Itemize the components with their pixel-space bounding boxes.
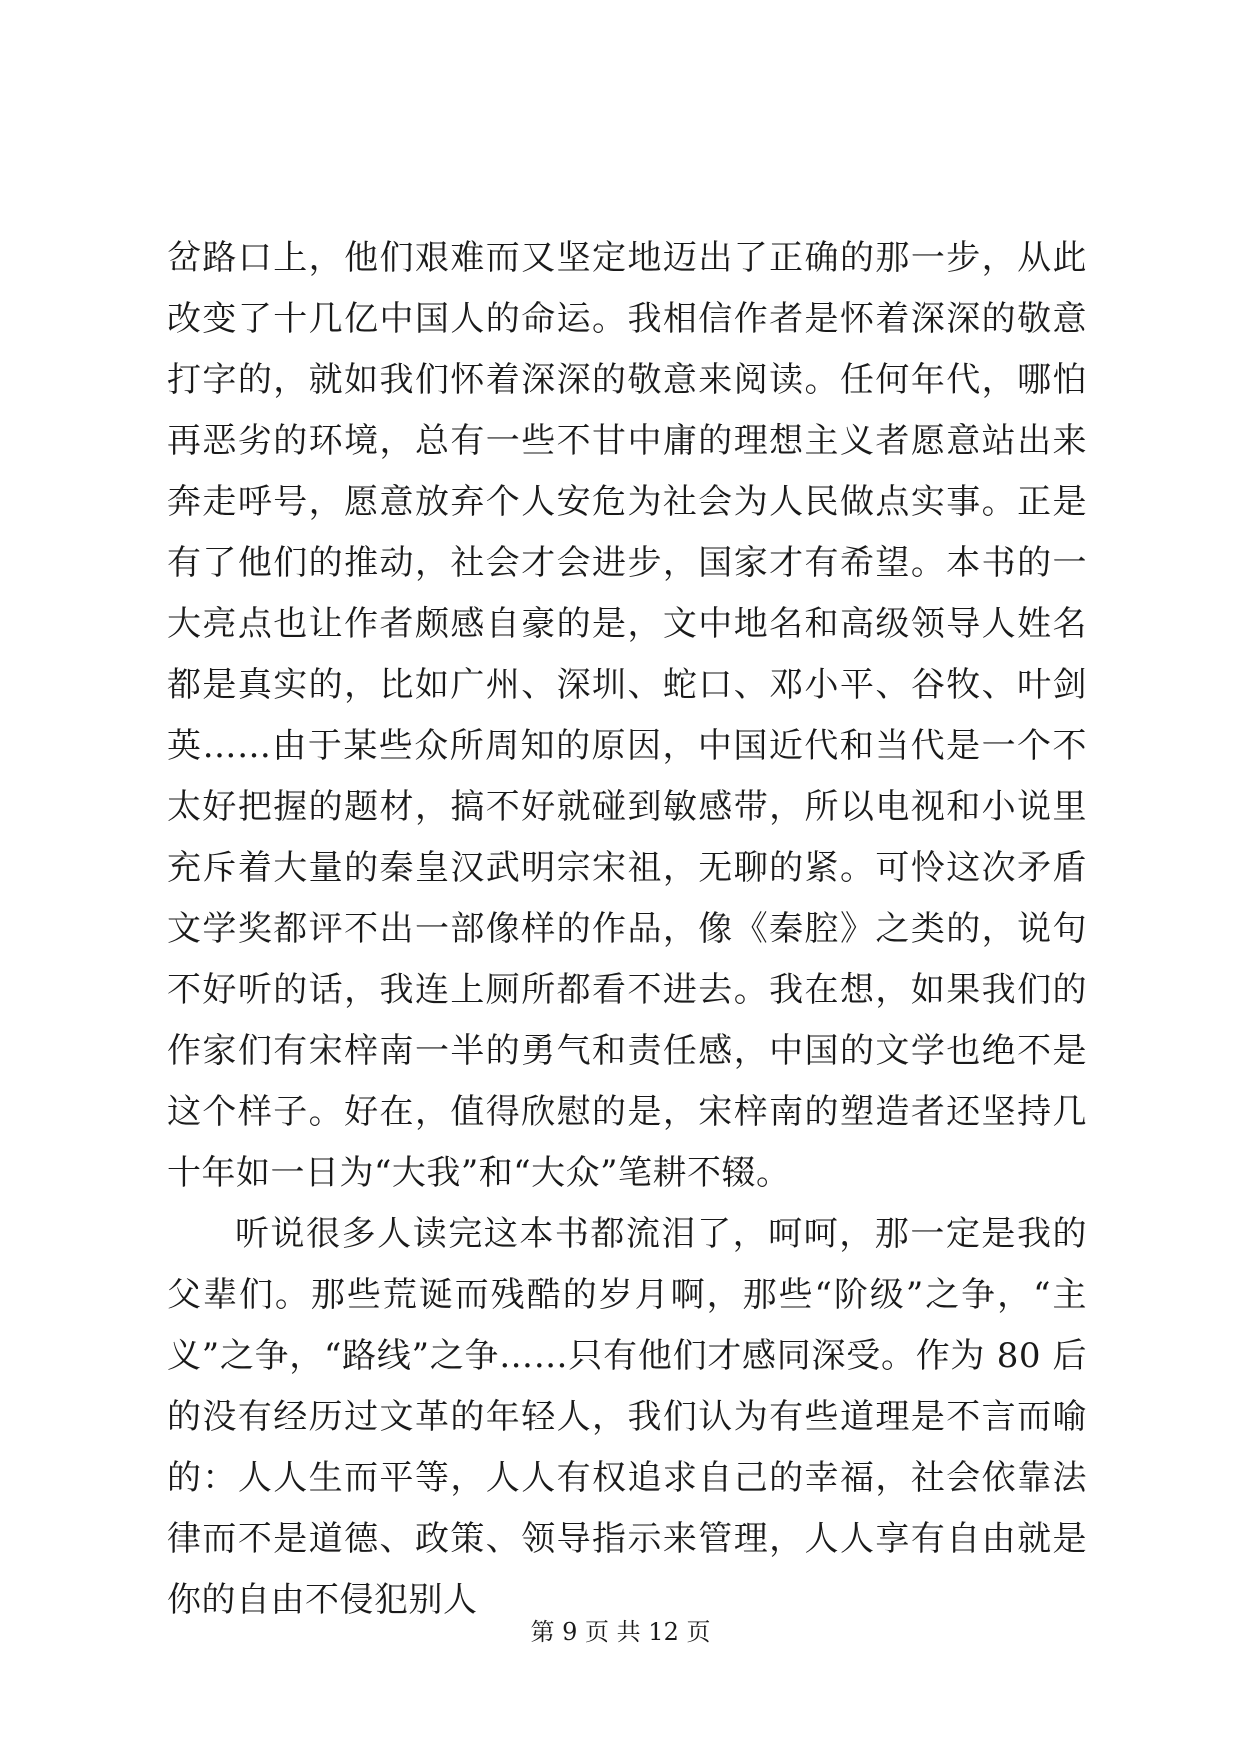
paragraph: 听说很多人读完这本书都流泪了，呵呵，那一定是我的父辈们。那些荒诞而残酷的岁月啊，那些“阶级”之争，“主义”之争，“路线”之争……只有他们才感同深受。作为 80 后的没有经历过文革的年轻人，我们认为有些道理是不言而喻的：人人生而平等，人人有权追求自己的幸福，社会依靠法律而不是道德、政策、领导指示来管理，人人享有自由就是你的自由不侵犯别人: [167, 1214, 1087, 1620]
paragraph-continued: 岔路口上，他们艰难而又坚定地迈出了正确的那一步，从此改变了十几亿中国人的命运。我相信作者是怀着深深的敬意打字的，就如我们怀着深深的敬意来阅读。任何年代，哪怕再恶劣的环境，总有一些不甘中庸的理想主义者愿意站出来奔走呼号，愿意放弃个人安危为社会为人民做点实事。正是有了他们的推动，社会才会进步，国家才有希望。本书的一大亮点也让作者颇感自豪的是，文中地名和高级领导人姓名都是真实的，比如广州、深圳、蛇口、邓小平、谷牧、叶剑英……由于某些众所周知的原因，中国近代和当代是一个不太好把握的题材，搞不好就碰到敏感带，所以电视和小说里充斥着大量的秦皇汉武明宗宋祖，无聊的紧。可怜这次矛盾文学奖都评不出一部像样的作品，像《秦腔》之类的，说句不好听的话，我连上厕所都看不进去。我在想，如果我们的作家们有宋梓南一半的勇气和责任感，中国的文学也绝不是这个样子。好在，值得欣慰的是，宋梓南的塑造者还坚持几十年如一日为“大我”和“大众”笔耕不辍。: [167, 238, 1087, 1193]
page-footer: 第 9 页 共 12 页: [530, 1618, 711, 1646]
document-body: [167, 228, 1087, 1631]
